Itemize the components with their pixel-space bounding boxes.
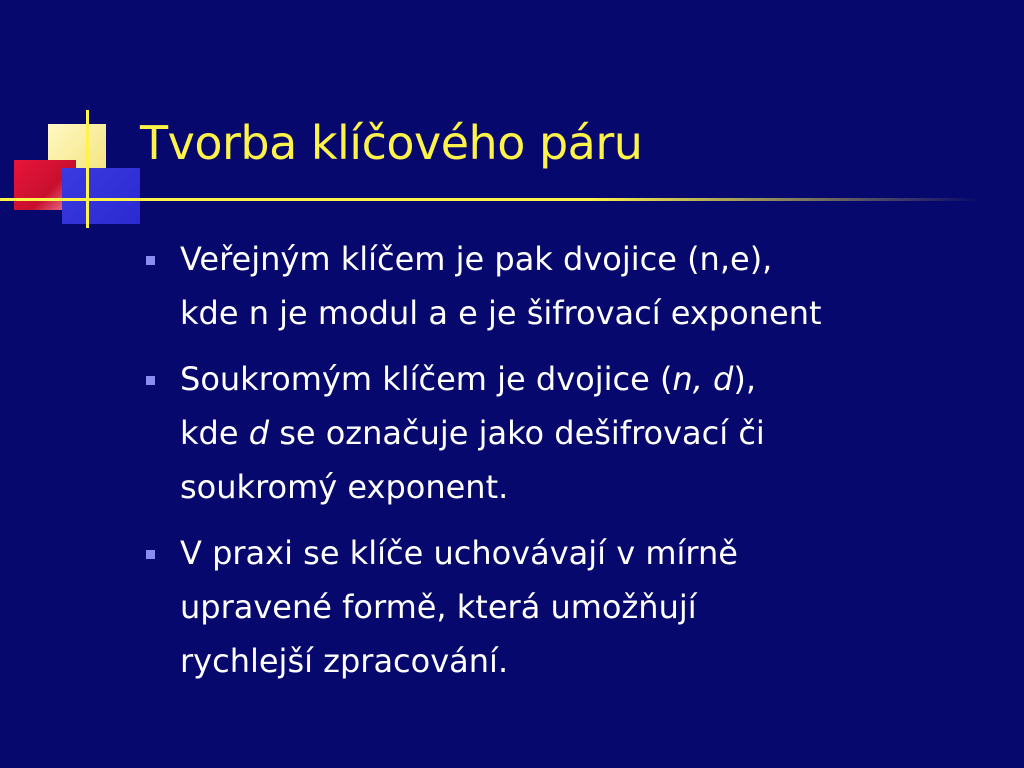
bullet-item-private-key — [146, 352, 1006, 514]
bullet-text: kde — [180, 414, 249, 452]
bullet-item-practice — [146, 526, 1006, 688]
title-underline — [0, 198, 980, 201]
bullet-square-icon — [146, 256, 155, 265]
bullet-square-icon — [146, 550, 155, 559]
bullet-text: se označuje jako dešifrovací či — [269, 414, 765, 452]
bullet-text-line: rychlejší zpracování. — [180, 642, 509, 680]
bullet-square-icon — [146, 376, 155, 385]
bullet-text: ), — [733, 360, 757, 398]
bullet-text-italic: n, d — [672, 360, 734, 398]
logo-blue-square — [62, 168, 140, 224]
bullet-text-line: Veřejným klíčem je pak dvojice (n,e), — [180, 240, 773, 278]
bullet-text: Soukromým klíčem je dvojice ( — [180, 360, 673, 398]
bullet-text-line — [180, 352, 1006, 406]
slide-title: Tvorba klíčového páru — [140, 116, 643, 170]
bullet-item-public-key — [146, 232, 1006, 340]
bullet-text-line: V praxi se klíče uchovávají v mírně — [180, 534, 738, 572]
bullet-text-line: soukromý exponent. — [180, 468, 509, 506]
bullet-text-line — [180, 406, 1006, 460]
bullet-text-line: kde n je modul a e je šifrovací exponent — [180, 294, 822, 332]
logo-vertical-line — [86, 110, 89, 228]
bullet-text-line: upravené formě, která umožňují — [180, 588, 697, 626]
bullet-list — [146, 232, 1006, 700]
bullet-text-italic: d — [248, 414, 270, 452]
